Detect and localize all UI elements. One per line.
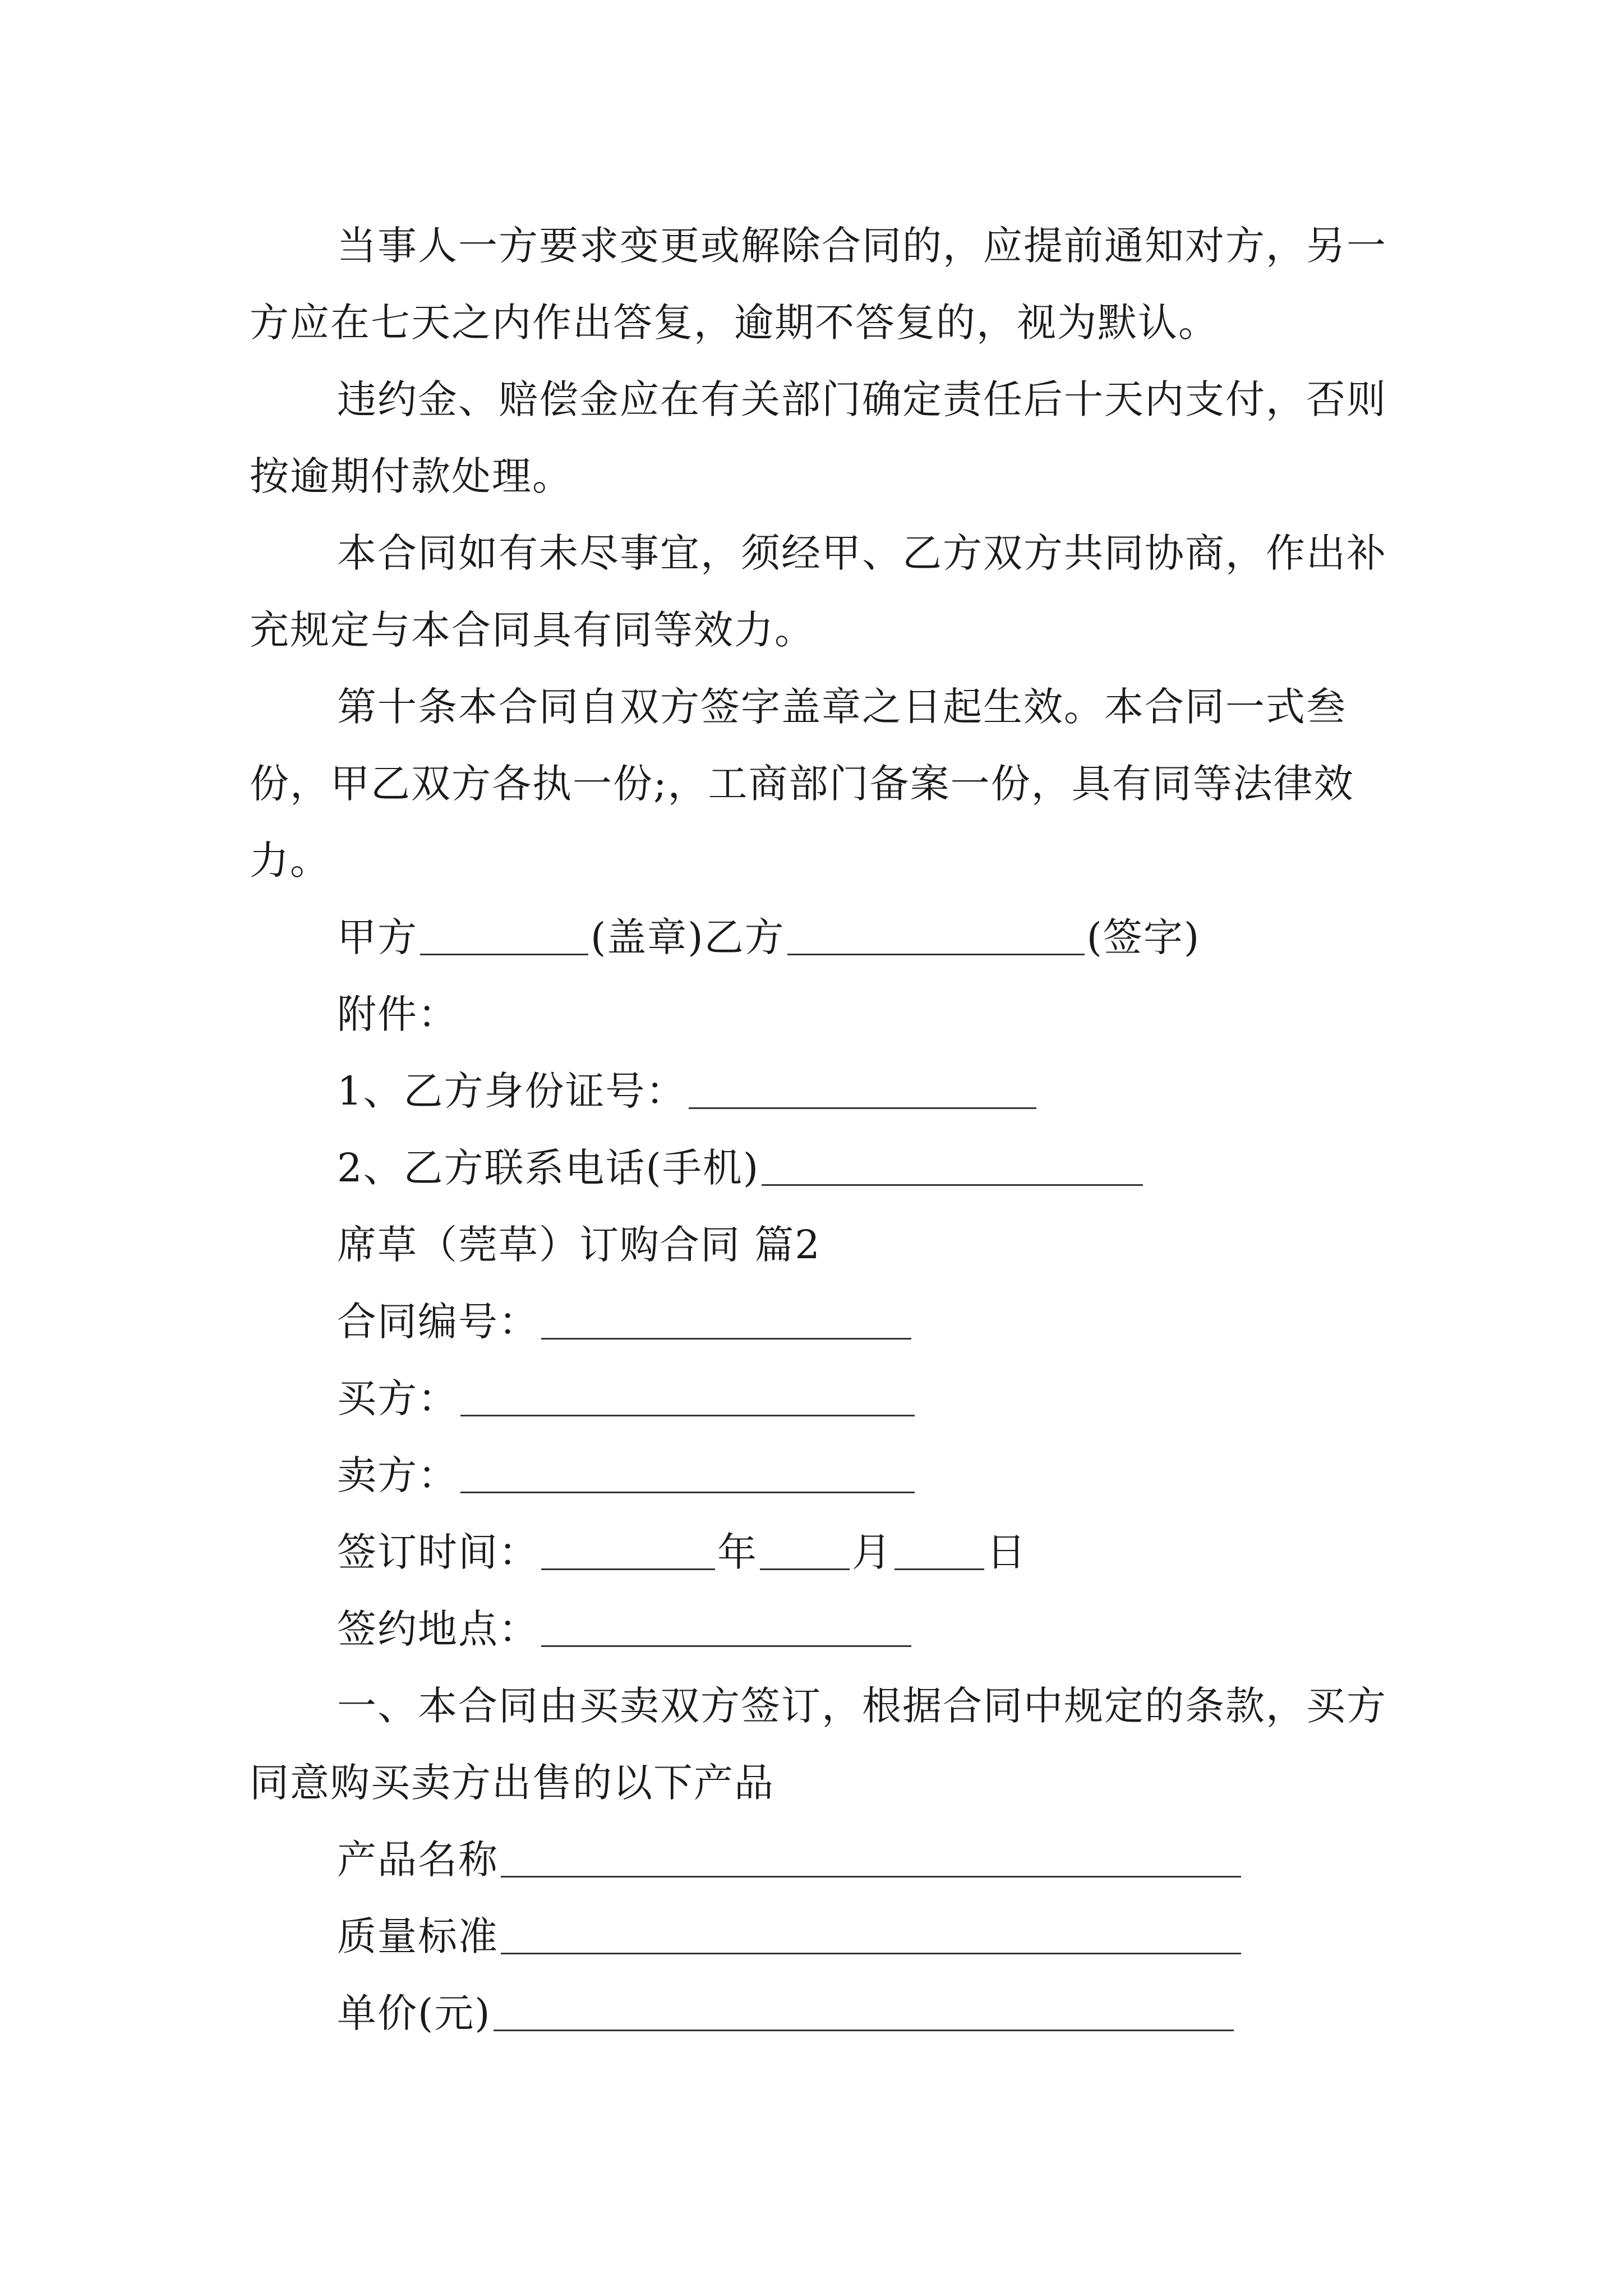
month-blank[interactable]: [760, 1535, 850, 1570]
buyer-blank[interactable]: [460, 1381, 915, 1416]
product-name-label: 产品名称: [337, 1837, 499, 1883]
contract-number-blank[interactable]: [541, 1304, 911, 1340]
buyer-label: 买方：: [337, 1375, 458, 1421]
id-number-label: 1、乙方身份证号：: [337, 1068, 686, 1114]
seller-label: 卖方：: [337, 1452, 458, 1498]
seller-blank[interactable]: [460, 1458, 915, 1493]
paragraph-clause-one: 一、本合同由买卖双方签订，根据合同中规定的条款，买方同意购买卖方出售的以下产品: [250, 1683, 1387, 1806]
contract-number-line: [250, 1283, 1405, 1360]
paragraph-supplement: 本合同如有未尽事宜，须经甲、乙方双方共同协商，作出补充规定与本合同具有同等效力。: [250, 530, 1387, 653]
sign-time-label: 签订时间：: [337, 1529, 539, 1575]
sign-place-blank[interactable]: [541, 1612, 911, 1647]
attachment-item-id: [250, 1053, 1405, 1130]
sign-time-line: [250, 1514, 1405, 1591]
phone-label: 2、乙方联系电话(手机): [337, 1145, 760, 1191]
document-page: [250, 208, 1405, 2052]
section-title: [250, 1207, 1405, 1283]
seal-label: (盖章): [591, 914, 704, 960]
year-label: 年: [717, 1529, 758, 1575]
product-name-line: [250, 1821, 1405, 1898]
unit-price-line: [250, 1975, 1405, 2052]
party-a-label: 甲方: [337, 914, 418, 960]
sign-label: (签字): [1086, 914, 1201, 960]
section-title-text: 席草（莞草）订购合同 篇2: [337, 1222, 821, 1268]
product-name-blank[interactable]: [501, 1842, 1241, 1878]
phone-blank[interactable]: [762, 1151, 1143, 1186]
paragraph-article-ten: 第十条本合同自双方签字盖章之日起生效。本合同一式叁份，甲乙双方各执一份;，工商部门备案一份，具有同等法律效力。: [250, 684, 1354, 884]
quality-line: [250, 1898, 1405, 1975]
day-blank[interactable]: [895, 1535, 984, 1570]
year-blank[interactable]: [541, 1535, 715, 1570]
buyer-line: [250, 1360, 1405, 1437]
party-a-blank[interactable]: [420, 920, 588, 955]
sign-place-line: [250, 1591, 1405, 1668]
seller-line: [250, 1437, 1405, 1514]
paragraph-change-termination: 当事人一方要求变更或解除合同的，应提前通知对方，另一方应在七天之内作出答复，逾期不答复的，视为默认。: [250, 223, 1387, 346]
signature-line: [250, 899, 1405, 976]
attachment-label: 附件：: [337, 991, 458, 1037]
quality-blank[interactable]: [501, 1919, 1241, 1954]
paragraph-penalty: 违约金、赔偿金应在有关部门确定责任后十天内支付，否则按逾期付款处理。: [250, 376, 1387, 499]
contract-number-label: 合同编号：: [337, 1299, 539, 1345]
quality-label: 质量标准: [337, 1913, 499, 1959]
attachment-item-phone: [250, 1130, 1405, 1207]
attachment-heading: [250, 976, 1405, 1053]
month-label: 月: [852, 1529, 892, 1575]
sign-place-label: 签约地点：: [337, 1606, 539, 1652]
id-number-blank[interactable]: [689, 1074, 1036, 1109]
unit-price-label: 单价(元): [337, 1990, 491, 2036]
day-label: 日: [986, 1529, 1027, 1575]
unit-price-blank[interactable]: [494, 1996, 1234, 2031]
party-b-label: 乙方: [704, 914, 785, 960]
party-b-blank[interactable]: [787, 920, 1085, 955]
